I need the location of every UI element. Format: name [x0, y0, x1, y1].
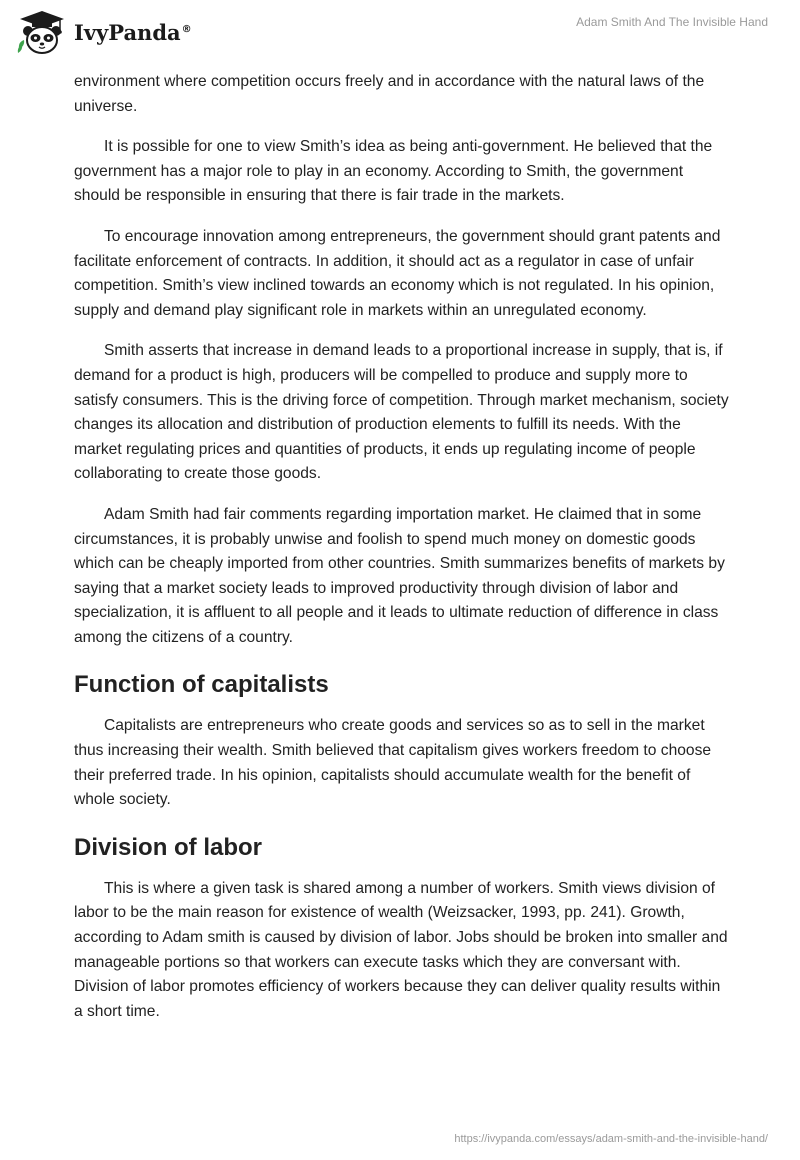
section-heading-function-of-capitalists: Function of capitalists	[74, 671, 329, 699]
registered-mark: ®	[181, 23, 192, 35]
source-url[interactable]: https://ivypanda.com/essays/adam-smith-and-the-invisible-hand/	[454, 1133, 768, 1145]
body-paragraph: To encourage innovation among entrepreneurs, the government should grant patents and facilitate enforcement of contracts. In addition, it should act as a regulator in case of unfair competition. Smith’s view inclined towards an economy which is not regulated. In his opinion, supply and demand play significant role in markets within an unregulated economy.	[74, 227, 721, 319]
ivypanda-logo[interactable]	[16, 9, 192, 55]
logo-name: IvyPanda	[74, 19, 181, 45]
document-title: Adam Smith And The Invisible Hand	[576, 15, 768, 29]
page-header	[0, 0, 800, 64]
body-paragraph: This is where a given task is shared among a number of workers. Smith views division of labor to be the main reason for existence of wealth (Weizsacker, 1993, pp. 241). Growth, according to Adam smith is caused by division of labor. Jobs should be broken into smaller and manageable portions so that workers can execute tasks which they are conversant with. Division of labor promotes efficiency of workers because they can deliver quality results within a short time.	[74, 879, 728, 1020]
panda-graduate-icon	[16, 9, 68, 55]
body-paragraph: Smith asserts that increase in demand leads to a proportional increase in supply, that is, if demand for a product is high, producers will be compelled to produce and supply more to satisfy consumers. This is the driving force of competition. Through market mechanism, society changes its allocation and distribution of production elements to fulfill its needs. With the market regulating prices and quantities of products, it ends up regulating income of people collaborating to create those goods.	[74, 342, 729, 483]
section-heading-division-of-labor: Division of labor	[74, 833, 263, 861]
logo-text	[74, 20, 192, 45]
body-paragraph: Capitalists are entrepreneurs who create goods and services so as to sell in the market thus increasing their wealth. Smith believed that capitalism gives workers freedom to choose their preferred trade. In his opinion, capitalists should accumulate wealth for the benefit of whole society.	[74, 717, 712, 809]
body-paragraph: Adam Smith had fair comments regarding importation market. He claimed that in some circumstances, it is probably unwise and foolish to spend much money on domestic goods which can be cheaply imported from other countries. Smith summarizes benefits of markets by saying that a market society leads to improved productivity through division of labor and specialization, it is affluent to all people and it leads to ultimate reduction of difference in class among the citizens of a country.	[74, 505, 725, 646]
intro-continuation: environment where competition occurs freely and in accordance with the natural laws of the universe.	[74, 73, 705, 115]
body-paragraph: It is possible for one to view Smith’s idea as being anti-government. He believed that the government has a major role to play in an economy. According to Smith, the government should be responsible in ensuring that there is fair trade in the markets.	[74, 138, 713, 205]
essay-content	[74, 70, 730, 1040]
